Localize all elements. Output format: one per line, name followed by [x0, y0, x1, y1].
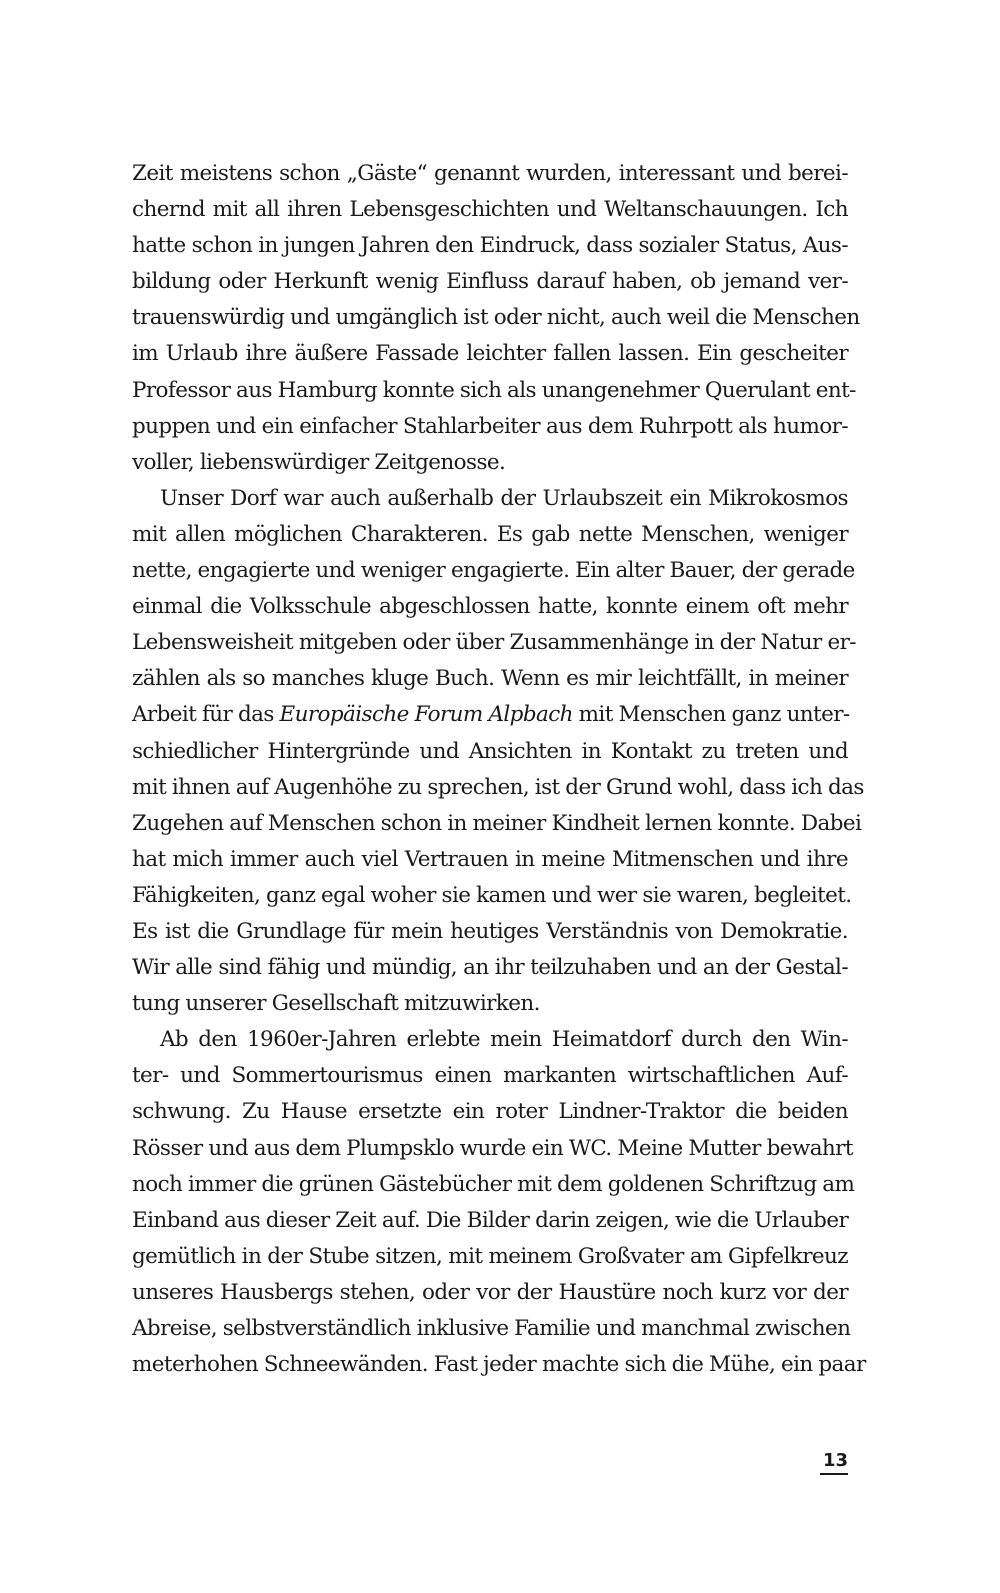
text-line: hatte schon in jungen Jahren den Eindruck, dass sozialer Status, Aus-: [132, 233, 848, 259]
body-text: [132, 156, 866, 1383]
text-line: hat mich immer auch viel Vertrauen in meine Mitmenschen und ihre: [132, 846, 848, 872]
text-line: bildung oder Herkunft wenig Einfluss darauf haben, ob jemand ver-: [132, 269, 848, 295]
text-line: trauenswürdig und umgänglich ist oder nicht, auch weil die Menschen: [132, 305, 860, 331]
text-line: meterhohen Schneewänden. Fast jeder machte sich die Mühe, ein paar: [132, 1352, 866, 1378]
text-line: chernd mit all ihren Lebensgeschichten und Weltanschauungen. Ich: [132, 197, 848, 223]
text-line: im Urlaub ihre äußere Fassade leichter fallen lassen. Ein gescheiter: [132, 341, 848, 367]
text-line: Unser Dorf war auch außerhalb der Urlaubszeit ein Mikrokosmos: [160, 485, 848, 511]
text-line-with-title: [132, 697, 848, 733]
text-line: Es ist die Grundlage für mein heutiges Verständnis von Demokratie.: [132, 918, 848, 944]
text-line: nette, engagierte und weniger engagierte. Ein alter Bauer, der gerade: [132, 558, 855, 584]
text-line: Fähigkeiten, ganz egal woher sie kamen und wer sie waren, begleitet.: [132, 882, 852, 908]
text-line: schwung. Zu Hause ersetzte ein roter Lindner-Traktor die beiden: [132, 1099, 848, 1125]
text-line: voller, liebenswürdiger Zeitgenosse.: [132, 449, 506, 475]
text-line: Zeit meistens schon „Gäste“ genannt wurden, interessant und berei-: [132, 161, 848, 186]
text-line: mit ihnen auf Augenhöhe zu sprechen, ist der Grund wohl, dass ich das: [132, 774, 864, 800]
text-line: Lebensweisheit mitgeben oder über Zusammenhänge in der Natur er-: [132, 630, 856, 656]
text-line: zählen als so manches kluge Buch. Wenn es mir leichtfällt, in meiner: [132, 666, 848, 692]
text-line: mit allen möglichen Charakteren. Es gab nette Menschen, weniger: [132, 521, 848, 547]
text-line: Zugehen auf Menschen schon in meiner Kindheit lernen konnte. Dabei: [132, 810, 862, 836]
text-line: tung unserer Gesellschaft mitzuwirken.: [132, 991, 540, 1017]
text-line: Rösser und aus dem Plumpsklo wurde ein WC. Meine Mutter bewahrt: [132, 1135, 853, 1161]
text-line: einmal die Volksschule abgeschlossen hatte, konnte einem oft mehr: [132, 594, 848, 620]
text-line: gemütlich in der Stube sitzen, mit meinem Großvater am Gipfelkreuz: [132, 1243, 848, 1269]
text-line: Einband aus dieser Zeit auf. Die Bilder darin zeigen, wie die Urlauber: [132, 1207, 849, 1233]
text-segment: mit Menschen ganz unter-: [572, 702, 850, 728]
text-line: Professor aus Hamburg konnte sich als unangenehmer Querulant ent-: [132, 377, 856, 403]
paragraph-1: [132, 156, 860, 481]
text-line: puppen und ein einfacher Stahlarbeiter aus dem Ruhrpott als humor-: [132, 413, 848, 439]
italic-title: Europäische Forum Alpbach: [279, 702, 573, 728]
page-number: 13: [820, 1450, 848, 1475]
text-line: ter- und Sommertourismus einen markanten wirtschaftlichen Auf-: [132, 1063, 848, 1089]
text-line: noch immer die grünen Gästebücher mit dem goldenen Schriftzug am: [132, 1171, 855, 1197]
text-segment: Arbeit für das: [132, 702, 280, 728]
text-line: unseres Hausbergs stehen, oder vor der Haustüre noch kurz vor der: [132, 1279, 848, 1305]
text-line: Wir alle sind fähig und mündig, an ihr teilzuhaben und an der Gestal-: [132, 955, 848, 981]
text-line: schiedlicher Hintergründe und Ansichten in Kontakt zu treten und: [132, 738, 848, 764]
text-line: Ab den 1960er-Jahren erlebte mein Heimatdorf durch den Win-: [160, 1027, 848, 1053]
paragraph-2: [132, 481, 864, 1022]
text-line: Abreise, selbstverständlich inklusive Familie und manchmal zwischen: [132, 1316, 851, 1341]
paragraph-3: [132, 1022, 866, 1383]
